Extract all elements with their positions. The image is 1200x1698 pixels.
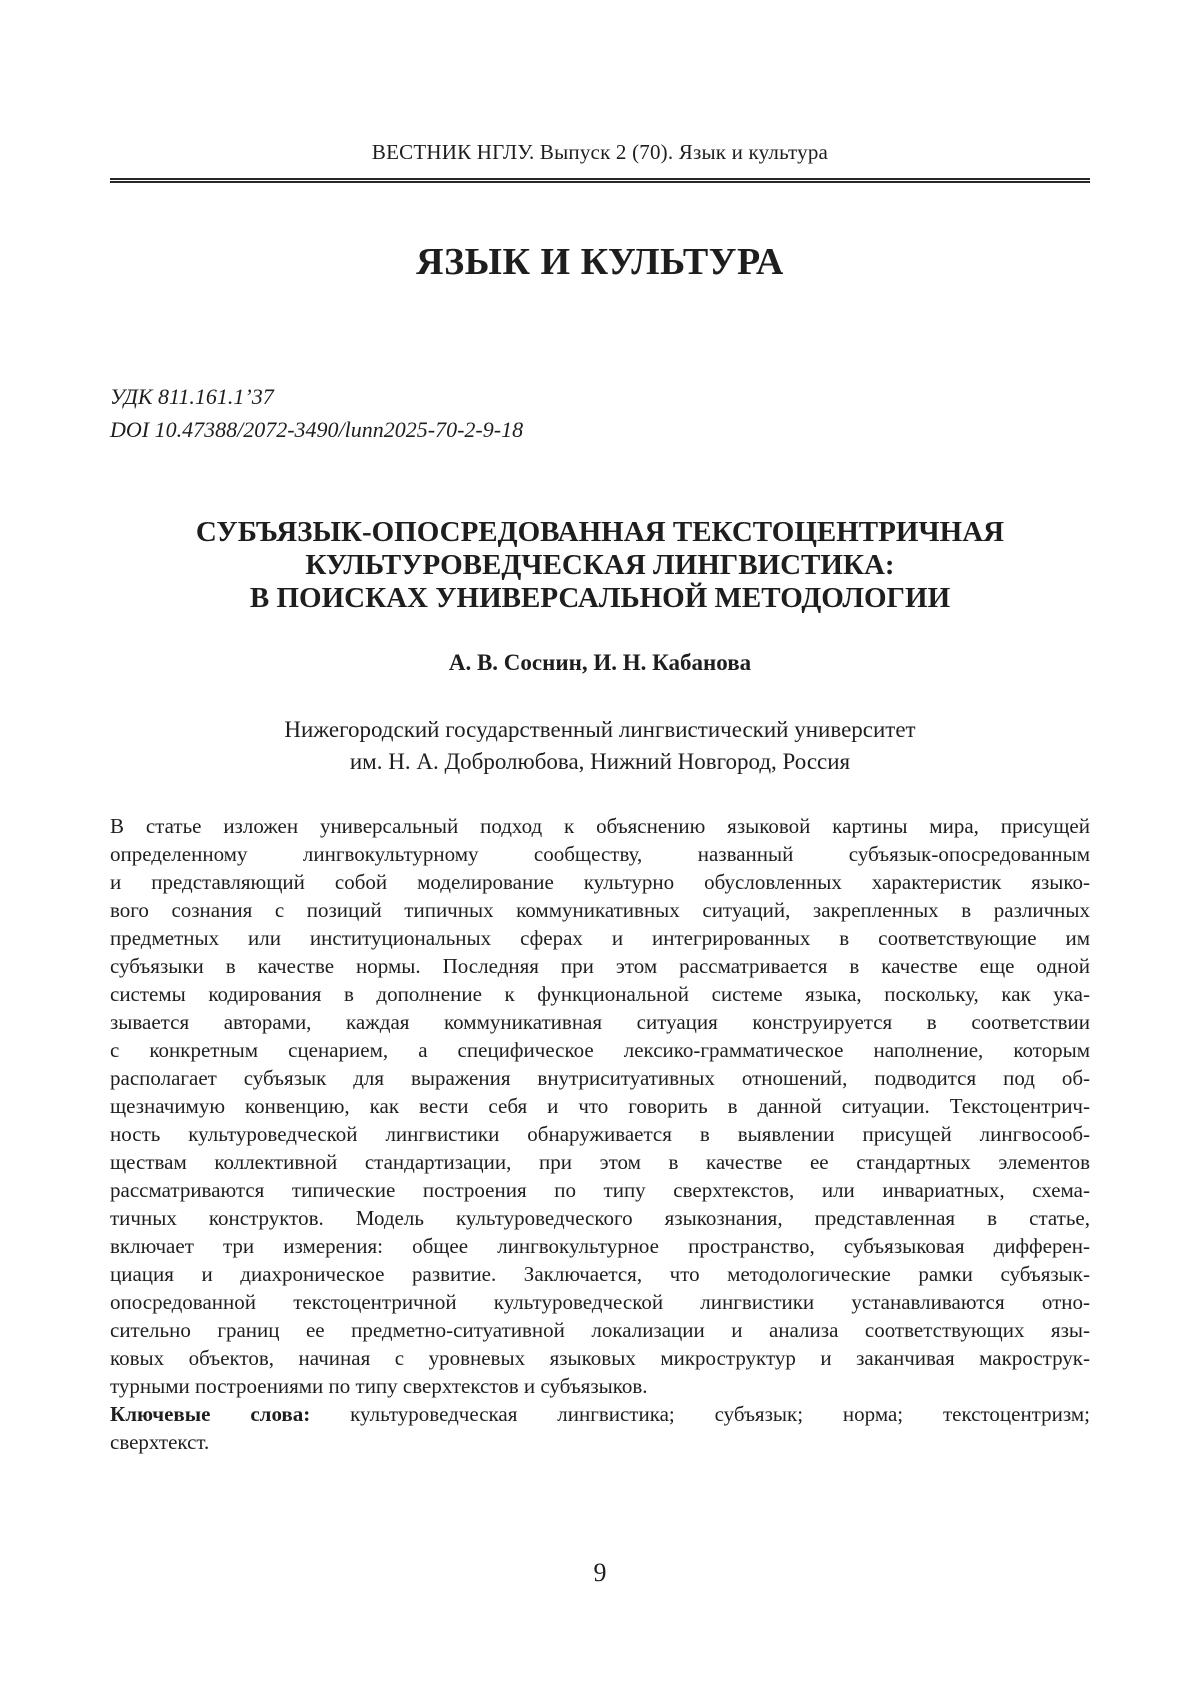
text-line: рассматриваются типические построения по типу сверхтекстов, или инвариатных, схема- [110,1178,1090,1202]
text-line: В статье изложен универсальный подход к объяснению языковой картины мира, присущей [110,814,1090,838]
text-line: ность культуроведческой лингвистики обнаруживается в выявлении присущей лингвосооб- [110,1122,1090,1146]
header-divider-rule [110,178,1090,183]
text-line: тичных конструктов. Модель культуроведческого языкознания, представленная в статье, [110,1206,1090,1230]
text-line: щезначимую конвенцию, как вести себя и что говорить в данной ситуации. Текстоцентрич- [110,1094,1090,1118]
udc-doi-block [110,380,1090,446]
text-line: циация и диахроническое развитие. Заключается, что методологические рамки субъязык- [110,1262,1090,1286]
running-head: ВЕСТНИК НГЛУ. Выпуск 2 (70). Язык и культура [371,140,829,164]
text-line: и представляющий собой моделирование культурно обусловленных характеристик языко- [110,870,1090,894]
text-line: сительно границ ее предметно-ситуативной локализации и анализа соответствующих язы- [110,1318,1090,1342]
udc-line: УДК 811.161.1’37 [110,384,274,409]
text-line: включает три измерения: общее лингвокультурное пространство, субъязыковая дифферен- [110,1234,1090,1258]
text-line: субъязыки в качестве нормы. Последняя при этом рассматривается в качестве еще одной [110,954,1090,978]
text-line: зывается авторами, каждая коммуникативная ситуация конструируется в соответствии [110,1010,1090,1034]
text-line: турными построениями по типу сверхтекстов и субъязыков. [110,1374,648,1398]
text-line: опосредованной текстоцентричной культуроведческой лингвистики устанавливаются отно- [110,1290,1090,1314]
text-line: ковых объектов, начиная с уровневых языковых микроструктур и заканчивая макрострук- [110,1346,1090,1370]
keywords-continuation: сверхтекст. [110,1430,210,1454]
text-line: определенному лингвокультурному сообществу, названный субъязык-опосредованным [110,842,1090,866]
page-number: 9 [593,1558,607,1587]
keywords-text: культуроведческая лингвистика; субъязык; норма; текстоцентризм; [350,1402,1090,1426]
keywords-line [110,1400,1090,1428]
text-line: системы кодирования в дополнение к функциональной системе языка, поскольку, как ука- [110,982,1090,1006]
section-title: ЯЗЫК И КУЛЬТУРА [416,241,784,283]
text-line: СУБЪЯЗЫК-ОПОСРЕДОВАННАЯ ТЕКСТОЦЕНТРИЧНАЯ [195,516,1005,548]
authors: А. В. Соснин, И. Н. Кабанова [448,650,752,675]
text-line: ществам коллективной стандартизации, при этом в качестве ее стандартных элементов [110,1150,1090,1174]
text-line: вого сознания с позиций типичных коммуникативных ситуаций, закрепленных в различных [110,898,1090,922]
doi-line: DOI 10.47388/2072-3490/lunn2025-70-2-9-18 [110,417,524,442]
text-line: с конкретным сценарием, а специфическое лексико-грамматическое наполнение, которым [110,1038,1090,1062]
text-line: КУЛЬТУРОВЕДЧЕСКАЯ ЛИНГВИСТИКА: [305,549,895,581]
article-title [110,516,1090,615]
text-line: располагает субъязык для выражения внутриситуативных отношений, подводится под об- [110,1066,1090,1090]
abstract [110,812,1090,1400]
text-line: Нижегородский государственный лингвистический университет [284,717,916,742]
text-line: В ПОИСКАХ УНИВЕРСАЛЬНОЙ МЕТОДОЛОГИИ [249,582,951,614]
keywords-label: Ключевые слова: [110,1402,311,1426]
text-line: им. Н. А. Добролюбова, Нижний Новгород, Россия [349,749,851,774]
affiliation [110,714,1090,778]
text-line: предметных или институциональных сферах и интегрированных в соответствующие им [110,926,1090,950]
